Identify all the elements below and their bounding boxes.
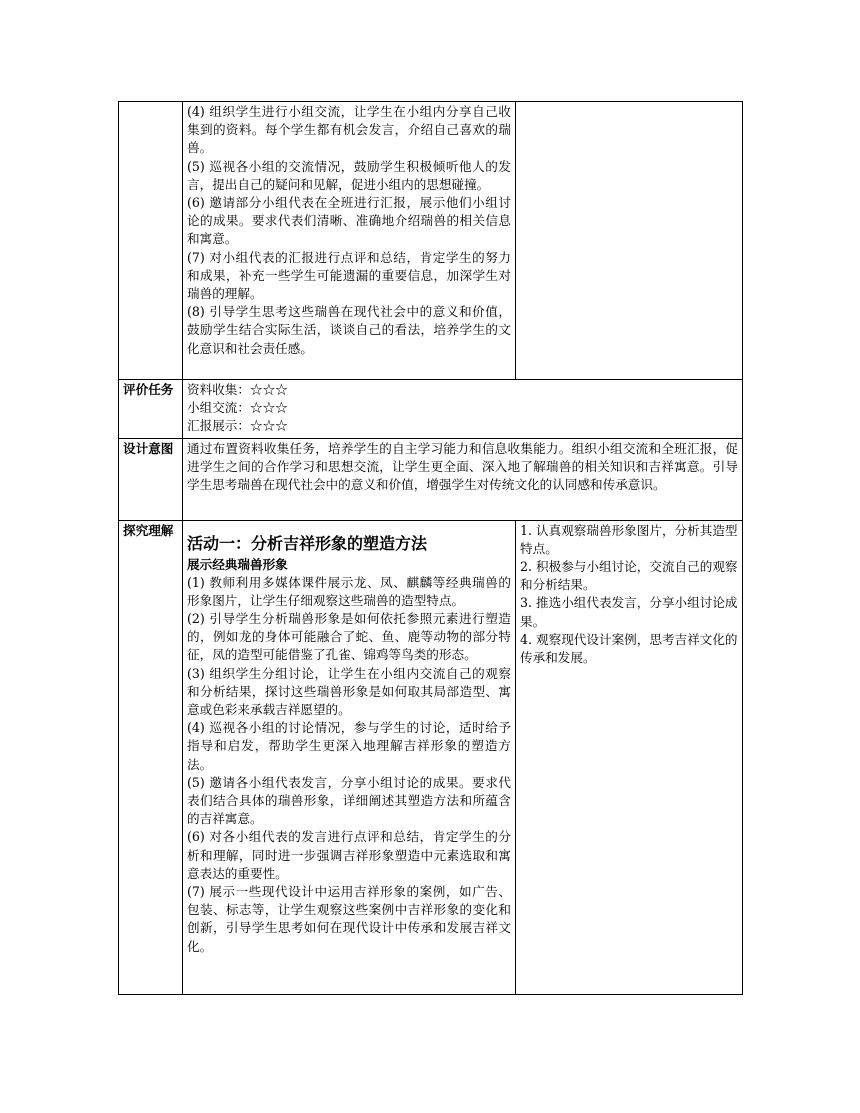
table-row-evaluation xyxy=(119,380,743,439)
student-list-item: 1. 认真观察瑞兽形象图片，分析其造型特点。 xyxy=(520,522,738,556)
explore-teacher-cell xyxy=(183,520,516,994)
list-item: (7) 展示一些现代设计中运用吉祥形象的案例，如广告、包装、标志等，让学生观察这些案例中吉祥形象的变化和创新，引导学生思考如何在现代设计中传承和发展吉祥文化。 xyxy=(187,884,511,954)
student-activities-cell xyxy=(516,102,743,380)
activity-title: 活动一：分析吉祥形象的塑造方法 xyxy=(187,533,428,553)
evaluation-item: 汇报展示：☆☆☆ xyxy=(187,418,288,434)
evaluation-cell xyxy=(183,380,743,439)
list-item: (6) 邀请部分小组代表在全班进行汇报，展示他们小组讨论的成果。要求代表们清晰、准确地介绍瑞兽的相关信息和寓意。 xyxy=(187,195,511,247)
list-item: (2) 引导学生分析瑞兽形象是如何依托参照元素进行塑造的，例如龙的身体可能融合了蛇、鱼、鹿等动物的部分特征，凤的造型可能借鉴了孔雀、锦鸡等鸟类的形态。 xyxy=(187,611,511,663)
design-intent-text: 通过布置资料收集任务，培养学生的自主学习能力和信息收集能力。组织小组交流和全班汇报，促进学生之间的合作学习和思想交流，让学生更全面、深入地了解瑞兽的相关知识和吉祥寓意。引导学生思考瑞兽在现代社会中的意义和价值，增强学生对传统文化的认同感和传承意识。 xyxy=(187,440,738,493)
list-item: (3) 组织学生分组讨论，让学生在小组内交流自己的观察和分析结果，探讨这些瑞兽形象是如何取其局部造型、寓意或色彩来承载吉祥愿望的。 xyxy=(187,665,511,718)
list-item: (7) 对小组代表的汇报进行点评和总结，肯定学生的努力和成果，补充一些学生可能遗漏的重要信息，加深学生对瑞兽的理解。 xyxy=(187,249,511,302)
row-label-empty xyxy=(119,102,183,380)
row-label-design: 设计意图 xyxy=(119,438,183,520)
student-list-item: 2. 积极参与小组讨论，交流自己的观察和分析结果。 xyxy=(520,559,738,593)
table-row-continuation xyxy=(119,102,743,380)
table-row-design xyxy=(119,438,743,520)
list-item: (5) 巡视各小组的交流情况，鼓励学生积极倾听他人的发言，提出自己的疑问和见解，促进小组内的思想碰撞。 xyxy=(187,158,511,192)
list-item: (6) 对各小组代表的发言进行点评和总结，肯定学生的分析和理解，同时进一步强调吉祥形象塑造中元素选取和寓意表达的重要性。 xyxy=(187,829,511,881)
list-item: (4) 巡视各小组的讨论情况，参与学生的讨论，适时给予指导和启发，帮助学生更深入地理解吉祥形象的塑造方法。 xyxy=(187,720,511,772)
design-intent-cell xyxy=(183,438,743,520)
student-list-item: 3. 推选小组代表发言，分享小组讨论成果。 xyxy=(520,595,738,629)
list-item: (8) 引导学生思考这些瑞兽在现代社会中的意义和价值，鼓励学生结合实际生活，谈谈自己的看法，培养学生的文化意识和社会责任感。 xyxy=(187,304,511,356)
lesson-plan-table xyxy=(118,101,743,995)
evaluation-item: 资料收集：☆☆☆ xyxy=(187,382,288,397)
list-item: (1) 教师利用多媒体课件展示龙、凤、麒麟等经典瑞兽的形象图片，让学生仔细观察这些瑞兽的造型特点。 xyxy=(187,574,511,608)
explore-student-cell xyxy=(516,520,743,994)
evaluation-item: 小组交流：☆☆☆ xyxy=(187,400,288,416)
row-label-explore: 探究理解 xyxy=(119,520,183,994)
list-item: (5) 邀请各小组代表发言，分享小组讨论的成果。要求代表们结合具体的瑞兽形象，详细阐述其塑造方法和所蕴含的吉祥寓意。 xyxy=(187,774,511,827)
student-list-item: 4. 观察现代设计案例，思考吉祥文化的传承和发展。 xyxy=(520,631,738,666)
teacher-activities-cell xyxy=(183,102,516,380)
table-row-explore xyxy=(119,520,743,994)
section-subtitle: 展示经典瑞兽形象 xyxy=(187,556,288,572)
row-label-evaluation: 评价任务 xyxy=(119,380,183,439)
list-item: (4) 组织学生进行小组交流，让学生在小组内分享自己收集到的资料。每个学生都有机会发言，介绍自己喜欢的瑞兽。 xyxy=(187,104,511,156)
